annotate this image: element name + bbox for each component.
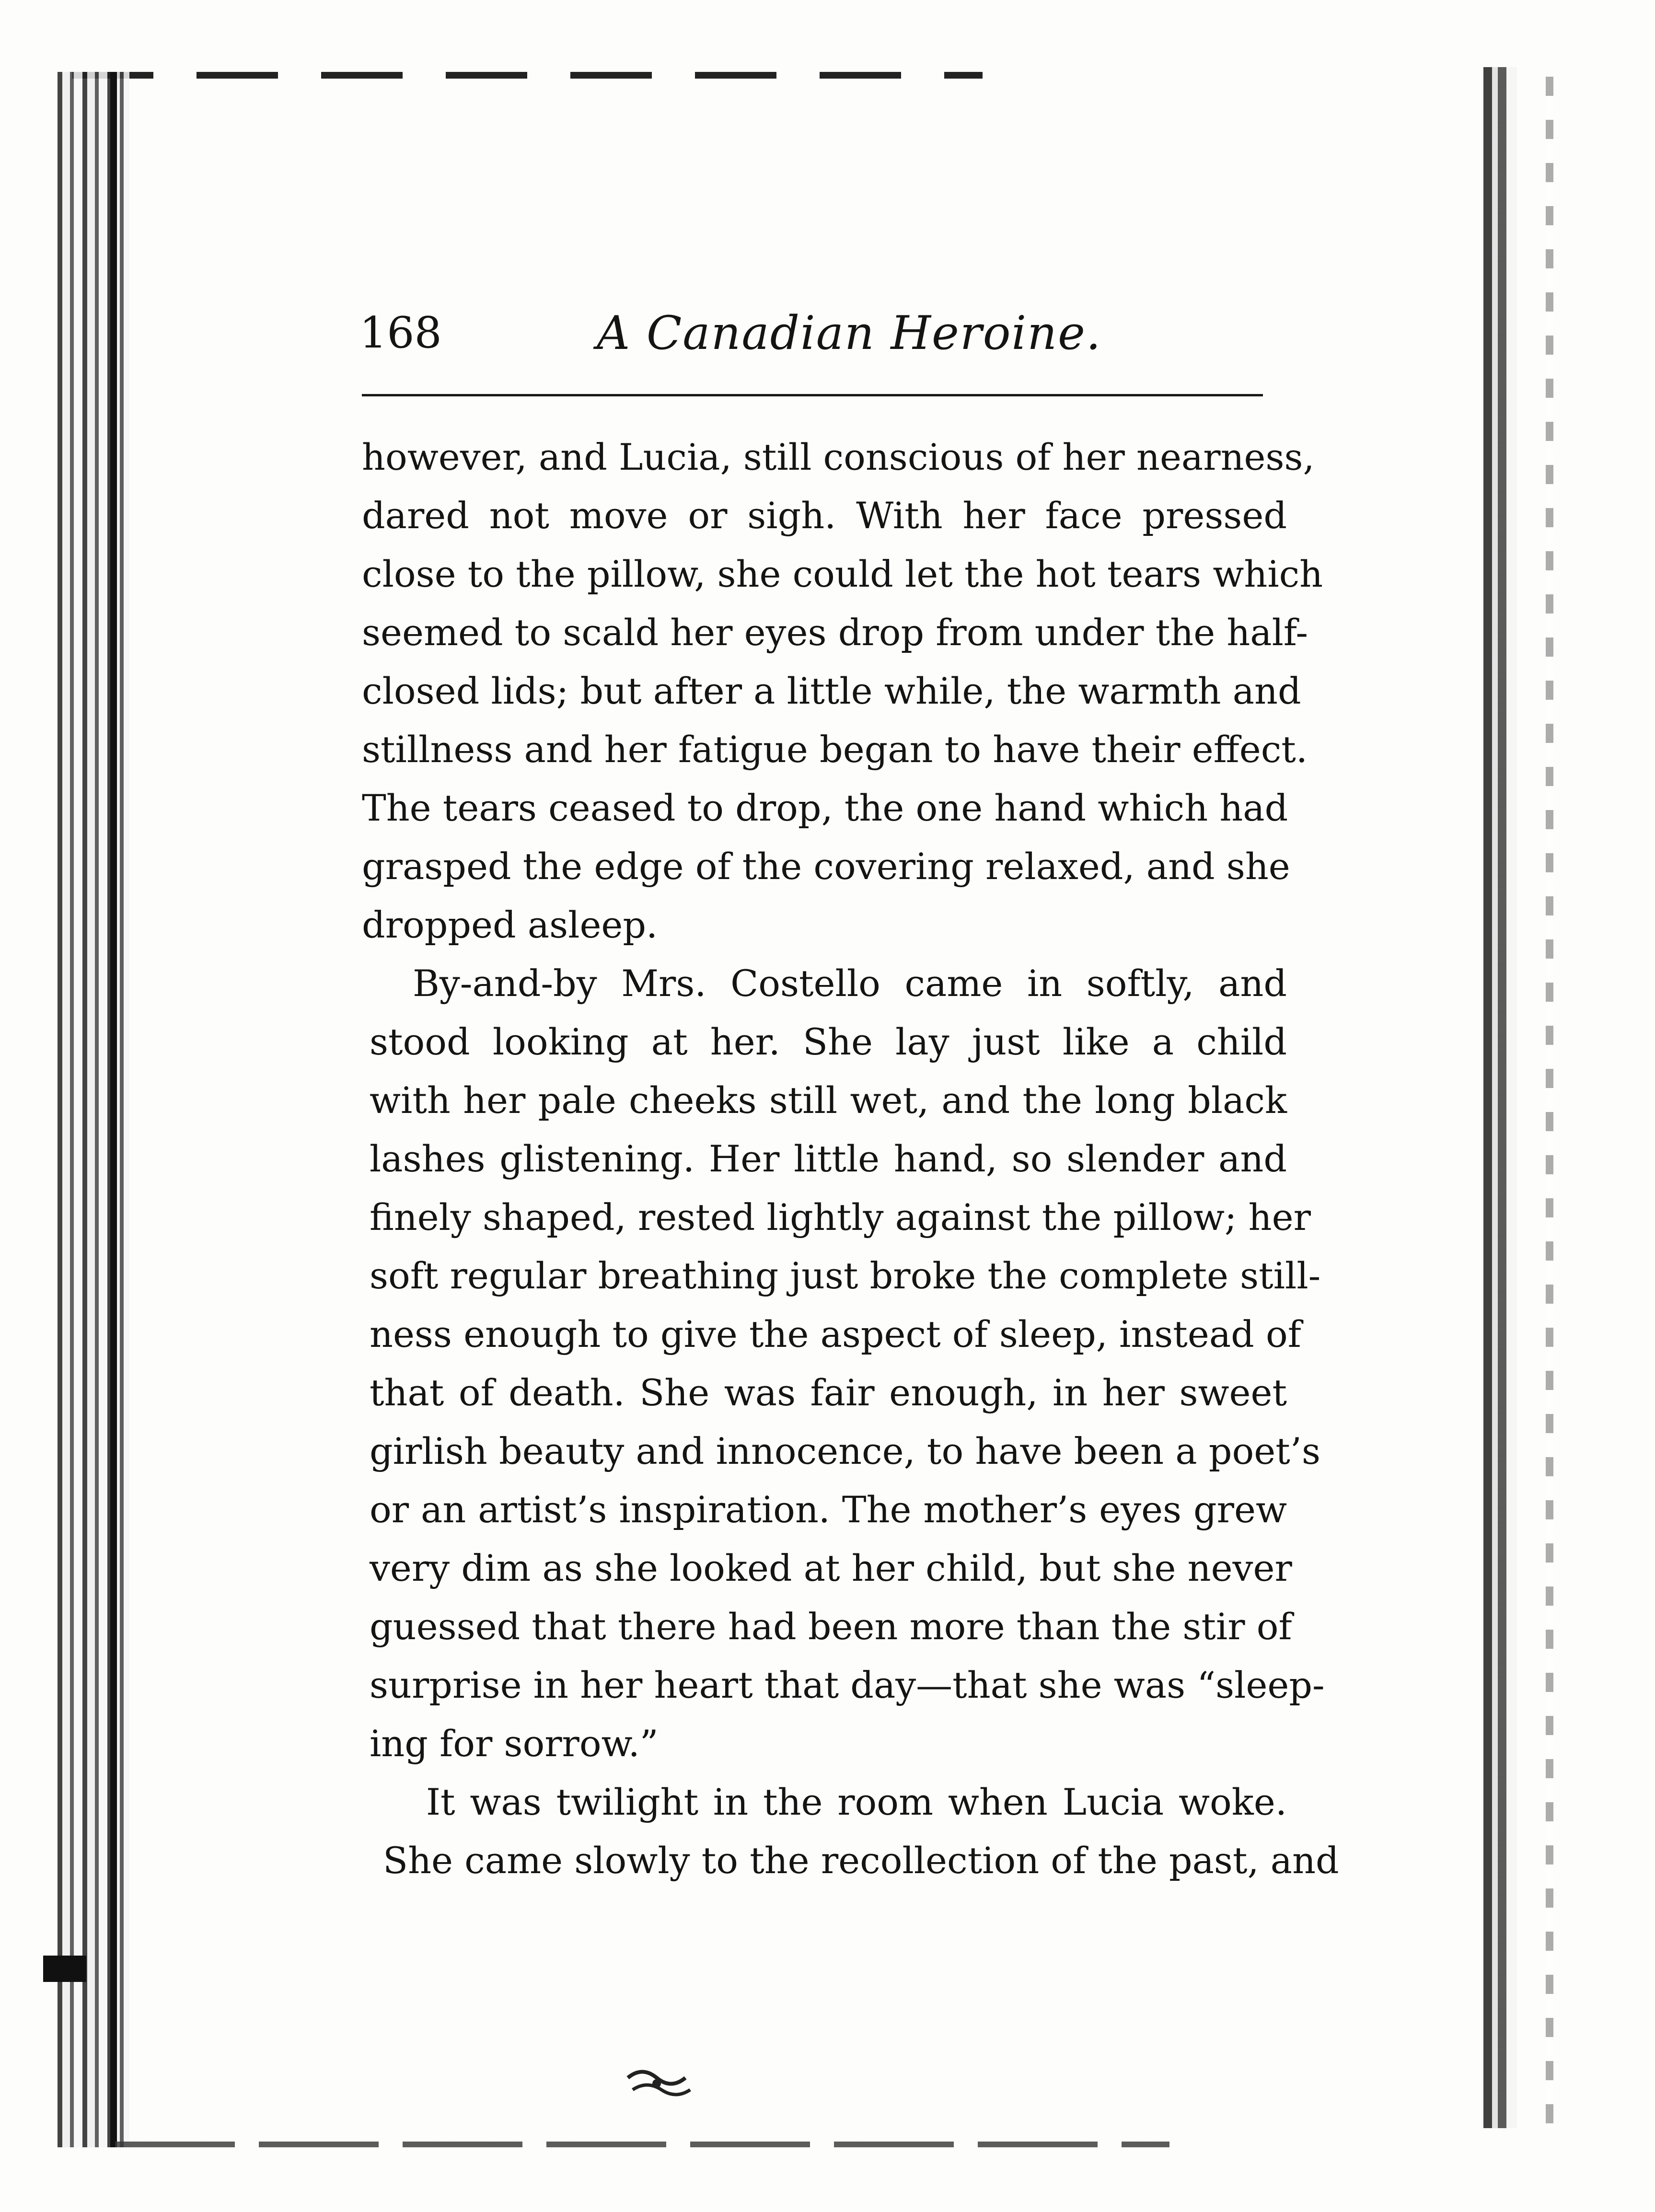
printer-ornament-icon: [618, 2063, 695, 2102]
text-line: close to the pillow, she could let the hot tears which: [362, 553, 1323, 595]
text-line: grasped the edge of the covering relaxed, and she: [362, 845, 1290, 888]
text-line: By-and-by Mrs. Costello came in softly, and: [413, 962, 1287, 1005]
scan-right-margin-noise: [1546, 77, 1553, 2128]
text-line: girlish beauty and innocence, to have been a poet’s: [370, 1430, 1320, 1472]
scan-black-mark: [43, 1956, 86, 1982]
text-line: lashes glistening. Her little hand, so slender and: [370, 1137, 1287, 1180]
text-line: finely shaped, rested lightly against the pillow; her: [370, 1196, 1311, 1239]
text-line: stood looking at her. She lay just like a child: [370, 1020, 1287, 1063]
text-line: very dim as she looked at her child, but she never: [370, 1547, 1292, 1589]
text-line: closed lids; but after a little while, the warmth and: [362, 670, 1301, 712]
scan-left-binding-shadow: [58, 72, 129, 2147]
text-line: The tears ceased to drop, the one hand which had: [362, 787, 1288, 829]
text-line: ing for sorrow.”: [370, 1722, 659, 1765]
paragraph-3: [383, 1773, 1339, 1890]
text-line: She came slowly to the recollection of the past, and: [383, 1839, 1339, 1882]
text-line: dared not move or sigh. With her face pressed: [362, 494, 1287, 537]
text-line: or an artist’s inspiration. The mother’s eyes grew: [370, 1488, 1287, 1531]
running-header: [359, 302, 1270, 364]
scan-right-page-edge: [1483, 67, 1517, 2128]
page-number: 168: [359, 308, 442, 358]
text-line: seemed to scald her eyes drop from under the half-: [362, 611, 1308, 654]
text-line: stillness and her fatigue began to have their effect.: [362, 728, 1308, 771]
text-line: however, and Lucia, still conscious of her nearness,: [362, 436, 1315, 478]
running-title: A Canadian Heroine.: [597, 306, 1102, 360]
body-text: [362, 428, 1339, 1890]
text-line: with her pale cheeks still wet, and the long black: [370, 1079, 1287, 1122]
text-line: dropped asleep.: [362, 903, 658, 946]
scan-bottom-border: [115, 2142, 1169, 2147]
header-rule: [362, 394, 1263, 396]
paragraph-1: [362, 428, 1323, 954]
scan-top-border: [72, 72, 983, 79]
text-line: guessed that there had been more than the stir of: [370, 1605, 1292, 1648]
text-line: that of death. She was fair enough, in her sweet: [370, 1371, 1287, 1414]
text-line: ness enough to give the aspect of sleep, instead of: [370, 1313, 1301, 1355]
text-line: surprise in her heart that day—that she was “sleep-: [370, 1664, 1325, 1706]
text-line: It was twilight in the room when Lucia woke.: [426, 1781, 1287, 1823]
paragraph-2: [370, 954, 1325, 1773]
scan-left-binding-line: [110, 72, 117, 2147]
text-line: soft regular breathing just broke the complete still-: [370, 1254, 1321, 1297]
